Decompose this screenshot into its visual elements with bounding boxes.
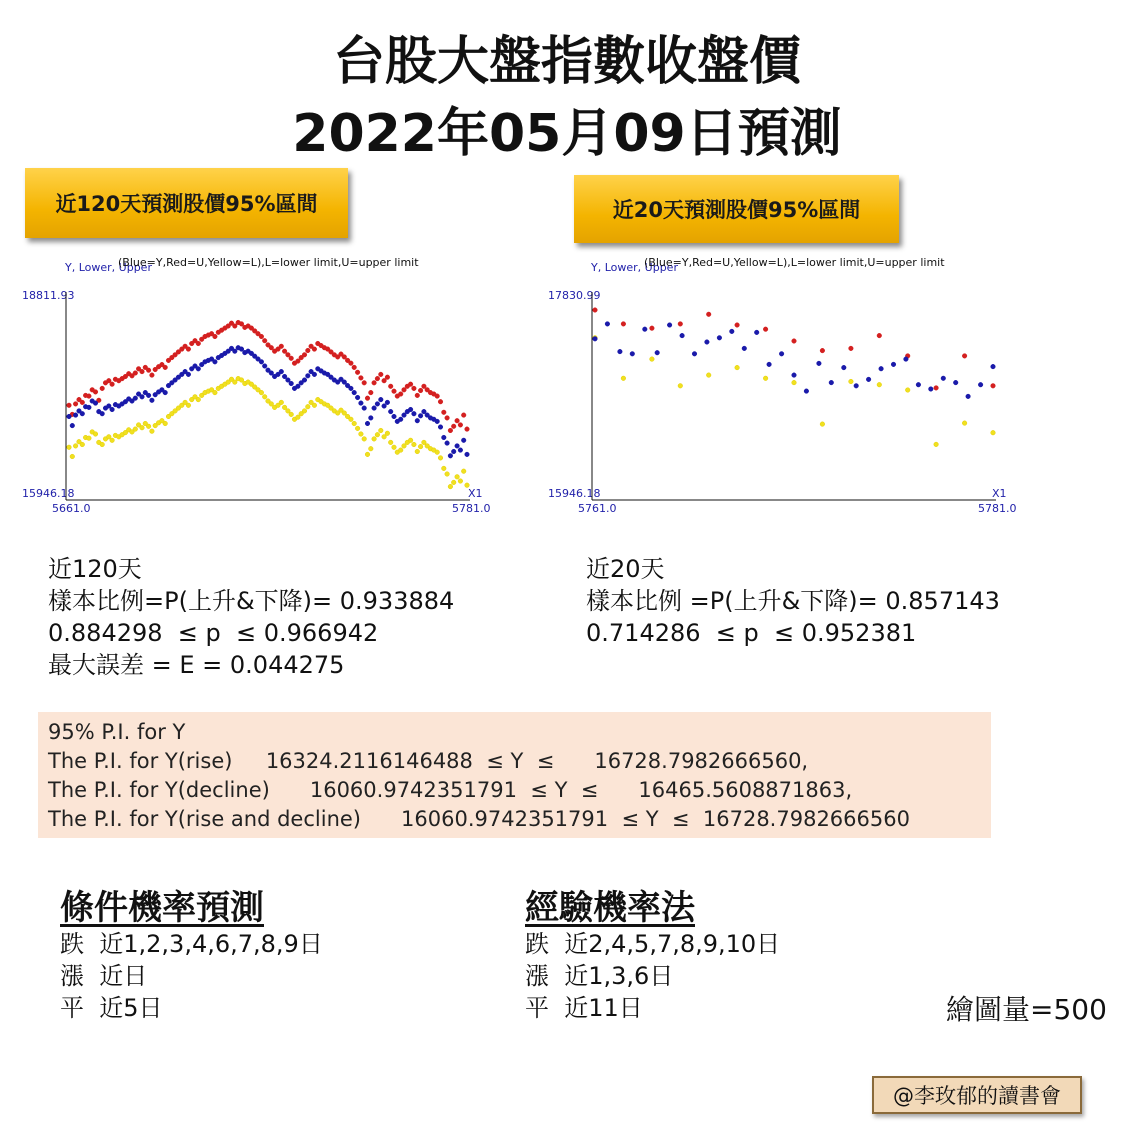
left-y-point bbox=[385, 400, 390, 405]
left-y-point bbox=[362, 406, 367, 411]
right-y-point bbox=[717, 336, 722, 341]
right-upper-point bbox=[763, 327, 768, 332]
empirical-flat: 平 近11日 bbox=[525, 994, 643, 1022]
left-y-point bbox=[146, 393, 151, 398]
left-lower-point bbox=[415, 449, 420, 454]
left-upper-point bbox=[93, 390, 98, 395]
empirical-heading: 經驗機率法 bbox=[525, 888, 695, 928]
conditional-heading: 條件機率預測 bbox=[60, 888, 264, 928]
right-y-point bbox=[904, 357, 909, 362]
left-xmin-label: 5661.0 bbox=[52, 502, 91, 515]
left-lower-point bbox=[355, 426, 360, 431]
left-y-point bbox=[302, 378, 307, 383]
right-y-point bbox=[618, 349, 623, 354]
right-legend-note: (Blue=Y,Red=U,Yellow=L),L=lower limit,U=upper limit bbox=[644, 256, 945, 269]
left-marks bbox=[67, 320, 470, 489]
left-y-point bbox=[359, 401, 364, 406]
left-upper-point bbox=[196, 341, 201, 346]
left-upper-point bbox=[73, 402, 78, 407]
left-y-point bbox=[398, 417, 403, 422]
right-lower-point bbox=[678, 384, 683, 389]
left-upper-point bbox=[448, 428, 453, 433]
left-upper-point bbox=[289, 356, 294, 361]
left-upper-point bbox=[67, 403, 72, 408]
right-y-point bbox=[767, 362, 772, 367]
left-lower-point bbox=[379, 428, 384, 433]
pi-decline: The P.I. for Y(decline) 16060.9742351791 ≤ Y ≤ 16465.5608871863, bbox=[48, 778, 853, 802]
left-lower-point bbox=[100, 442, 105, 447]
right-x-axis-label: X1 bbox=[992, 487, 1007, 500]
empirical-probability-section bbox=[525, 888, 780, 1024]
stats-left-max-error: 最大誤差 = E = 0.044275 bbox=[48, 651, 345, 679]
left-upper-point bbox=[365, 396, 370, 401]
left-lower-point bbox=[418, 444, 423, 449]
right-y-point bbox=[742, 346, 747, 351]
left-lower-point bbox=[150, 429, 155, 434]
left-upper-point bbox=[355, 370, 360, 375]
right-marks bbox=[593, 308, 996, 447]
stats-right-ratio: 樣本比例 =P(上升&下降)= 0.857143 bbox=[586, 587, 1000, 615]
pi-title: 95% P.I. for Y bbox=[48, 720, 186, 744]
left-lower-point bbox=[259, 390, 264, 395]
left-upper-point bbox=[392, 389, 397, 394]
left-lower-point bbox=[398, 448, 403, 453]
right-y-point bbox=[605, 322, 610, 327]
left-lower-point bbox=[196, 397, 201, 402]
left-lower-point bbox=[186, 403, 191, 408]
left-y-point bbox=[445, 441, 450, 446]
right-y-point bbox=[643, 327, 648, 332]
right-lower-point bbox=[650, 357, 655, 362]
left-upper-point bbox=[458, 423, 463, 428]
left-y-point bbox=[442, 435, 447, 440]
left-upper-point bbox=[349, 361, 354, 366]
left-y-point bbox=[365, 421, 370, 426]
page-title-line1: 台股大盤指數收盤價 bbox=[332, 32, 801, 92]
left-y-point bbox=[412, 411, 417, 416]
left-lower-point bbox=[372, 437, 377, 442]
left-y-point bbox=[186, 372, 191, 377]
right-y-point bbox=[680, 333, 685, 338]
right-y-point bbox=[953, 380, 958, 385]
left-upper-point bbox=[408, 382, 413, 387]
left-y-point bbox=[372, 406, 377, 411]
left-upper-point bbox=[451, 424, 456, 429]
left-lower-point bbox=[110, 438, 115, 443]
left-upper-point bbox=[146, 368, 151, 373]
left-lower-point bbox=[359, 432, 364, 437]
left-upper-point bbox=[369, 390, 374, 395]
right-y-point bbox=[891, 362, 896, 367]
left-upper-point bbox=[306, 348, 311, 353]
left-lower-point bbox=[392, 445, 397, 450]
chart-120-day bbox=[18, 252, 498, 522]
left-y-point bbox=[465, 452, 470, 457]
right-upper-point bbox=[792, 339, 797, 344]
right-xmax-label: 5781.0 bbox=[978, 502, 1017, 515]
left-y-point bbox=[140, 395, 145, 400]
left-y-point bbox=[133, 396, 138, 401]
left-lower-point bbox=[349, 417, 354, 422]
right-y-point bbox=[842, 365, 847, 370]
stats-left-ratio: 樣本比例=P(上升&下降)= 0.933884 bbox=[48, 587, 455, 615]
right-panel-tag: 近20天預測股價95%區間 bbox=[574, 175, 899, 243]
right-y-point bbox=[929, 387, 934, 392]
stats-right-label: 近20天 bbox=[586, 555, 665, 583]
right-y-point bbox=[854, 384, 859, 389]
right-lower-point bbox=[706, 373, 711, 378]
right-ymax-label: 17830.99 bbox=[548, 289, 601, 302]
left-lower-point bbox=[312, 403, 317, 408]
left-y-point bbox=[418, 414, 423, 419]
left-upper-point bbox=[150, 373, 155, 378]
left-y-point bbox=[213, 360, 218, 365]
right-upper-point bbox=[735, 323, 740, 328]
right-y-point bbox=[978, 382, 983, 387]
left-lower-point bbox=[213, 390, 218, 395]
right-y-point bbox=[829, 380, 834, 385]
left-upper-point bbox=[233, 324, 238, 329]
right-lower-point bbox=[962, 421, 967, 426]
right-upper-point bbox=[706, 312, 711, 317]
left-upper-point bbox=[312, 347, 317, 352]
right-lower-point bbox=[621, 376, 626, 381]
left-y-point bbox=[458, 448, 463, 453]
left-y-point bbox=[93, 401, 98, 406]
right-y-point bbox=[593, 337, 598, 342]
left-lower-point bbox=[365, 452, 370, 457]
left-upper-point bbox=[282, 349, 287, 354]
left-y-point bbox=[262, 364, 267, 369]
left-y-point bbox=[388, 409, 393, 414]
conditional-flat: 平 近5日 bbox=[60, 994, 163, 1022]
left-y-point bbox=[73, 413, 78, 418]
left-y-point bbox=[312, 372, 317, 377]
conditional-probability-section bbox=[60, 888, 323, 1024]
left-y-point bbox=[70, 423, 75, 428]
left-upper-point bbox=[418, 388, 423, 393]
right-y-point bbox=[879, 366, 884, 371]
left-y-point bbox=[379, 397, 384, 402]
left-y-point bbox=[435, 419, 440, 424]
left-upper-point bbox=[415, 393, 420, 398]
left-upper-point bbox=[412, 386, 417, 391]
left-upper-point bbox=[388, 384, 393, 389]
left-lower-point bbox=[306, 404, 311, 409]
left-yaxis-title: Y, Lower, Upper bbox=[65, 261, 152, 274]
left-lower-point bbox=[442, 466, 447, 471]
right-xmin-label: 5761.0 bbox=[578, 502, 617, 515]
left-ymin-label: 15946.18 bbox=[22, 487, 75, 500]
right-y-point bbox=[705, 340, 710, 345]
left-upper-point bbox=[352, 365, 357, 370]
left-upper-point bbox=[259, 334, 264, 339]
right-lower-point bbox=[991, 430, 996, 435]
left-lower-point bbox=[70, 454, 75, 459]
left-y-point bbox=[369, 416, 374, 421]
left-upper-point bbox=[359, 376, 364, 381]
left-lower-point bbox=[80, 442, 85, 447]
left-upper-point bbox=[372, 381, 377, 386]
credit-badge: @李玫郁的讀書會 bbox=[872, 1076, 1082, 1114]
left-lower-point bbox=[408, 438, 413, 443]
left-lower-point bbox=[140, 425, 145, 430]
stats-20-day bbox=[586, 553, 1000, 649]
chart-20-day bbox=[544, 252, 1024, 522]
left-lower-point bbox=[465, 483, 470, 488]
right-y-point bbox=[966, 394, 971, 399]
right-upper-point bbox=[820, 348, 825, 353]
left-upper-point bbox=[445, 416, 450, 421]
right-y-point bbox=[804, 389, 809, 394]
left-upper-point bbox=[213, 334, 218, 339]
left-xmax-label: 5781.0 bbox=[452, 502, 491, 515]
stats-120-day bbox=[48, 553, 454, 681]
left-y-point bbox=[67, 414, 72, 419]
right-upper-point bbox=[593, 308, 598, 313]
right-upper-point bbox=[934, 386, 939, 391]
right-y-point bbox=[754, 330, 759, 335]
left-lower-point bbox=[388, 440, 393, 445]
left-ymax-label: 18811.93 bbox=[22, 289, 75, 302]
left-y-point bbox=[408, 407, 413, 412]
left-y-point bbox=[259, 360, 264, 365]
left-y-point bbox=[80, 411, 85, 416]
empirical-rise: 漲 近1,3,6日 bbox=[525, 962, 674, 990]
left-y-point bbox=[150, 398, 155, 403]
left-lower-point bbox=[67, 445, 72, 450]
left-lower-point bbox=[233, 380, 238, 385]
right-lower-point bbox=[735, 365, 740, 370]
left-upper-point bbox=[302, 353, 307, 358]
left-lower-point bbox=[352, 421, 357, 426]
left-y-point bbox=[375, 402, 380, 407]
right-upper-point bbox=[621, 322, 626, 327]
left-lower-point bbox=[289, 412, 294, 417]
left-lower-point bbox=[146, 424, 151, 429]
conditional-rise: 漲 近日 bbox=[60, 962, 148, 990]
left-y-point bbox=[349, 386, 354, 391]
stats-left-label: 近120天 bbox=[48, 555, 142, 583]
left-upper-point bbox=[465, 427, 470, 432]
left-lower-point bbox=[375, 432, 380, 437]
left-y-point bbox=[382, 404, 387, 409]
pi-rise: The P.I. for Y(rise) 16324.2116146488 ≤ Y ≤ 16728.7982666560, bbox=[48, 749, 809, 773]
left-y-point bbox=[448, 454, 453, 459]
left-lower-point bbox=[87, 436, 92, 441]
stats-right-interval: 0.714286 ≤ p ≤ 0.952381 bbox=[586, 619, 917, 647]
left-x-axis-label: X1 bbox=[468, 487, 483, 500]
right-y-point bbox=[667, 323, 672, 328]
left-lower-point bbox=[262, 395, 267, 400]
left-y-point bbox=[461, 438, 466, 443]
left-lower-point bbox=[451, 480, 456, 485]
left-lower-point bbox=[438, 456, 443, 461]
left-lower-point bbox=[455, 475, 460, 480]
left-lower-point bbox=[163, 421, 168, 426]
left-upper-point bbox=[110, 382, 115, 387]
right-y-point bbox=[779, 352, 784, 357]
left-lower-point bbox=[302, 409, 307, 414]
right-upper-point bbox=[962, 354, 967, 359]
left-upper-point bbox=[438, 399, 443, 404]
left-upper-point bbox=[398, 392, 403, 397]
left-upper-point bbox=[379, 372, 384, 377]
left-y-point bbox=[163, 390, 168, 395]
left-upper-point bbox=[80, 400, 85, 405]
left-upper-point bbox=[455, 418, 460, 423]
right-yaxis-title: Y, Lower, Upper bbox=[591, 261, 678, 274]
right-lower-point bbox=[849, 379, 854, 384]
right-y-point bbox=[692, 352, 697, 357]
right-y-point bbox=[630, 352, 635, 357]
right-ymin-label: 15946.18 bbox=[548, 487, 601, 500]
right-y-point bbox=[792, 373, 797, 378]
left-y-point bbox=[392, 414, 397, 419]
left-upper-point bbox=[385, 375, 390, 380]
right-y-point bbox=[916, 382, 921, 387]
right-upper-point bbox=[849, 346, 854, 351]
left-panel-tag: 近120天預測股價95%區間 bbox=[25, 168, 348, 238]
prediction-interval-box bbox=[38, 712, 991, 838]
right-upper-point bbox=[877, 333, 882, 338]
right-y-point bbox=[730, 329, 735, 334]
left-y-point bbox=[455, 444, 460, 449]
left-lower-point bbox=[461, 469, 466, 474]
left-upper-point bbox=[140, 369, 145, 374]
left-y-point bbox=[196, 367, 201, 372]
stats-left-interval: 0.884298 ≤ p ≤ 0.966942 bbox=[48, 619, 379, 647]
right-lower-point bbox=[792, 380, 797, 385]
right-y-point bbox=[991, 364, 996, 369]
left-lower-point bbox=[73, 444, 78, 449]
left-y-point bbox=[233, 349, 238, 354]
right-y-point bbox=[817, 361, 822, 366]
left-y-point bbox=[352, 390, 357, 395]
left-y-point bbox=[355, 395, 360, 400]
right-y-point bbox=[655, 350, 660, 355]
right-lower-point bbox=[905, 388, 910, 393]
left-y-point bbox=[279, 369, 284, 374]
left-lower-point bbox=[369, 446, 374, 451]
left-lower-point bbox=[362, 437, 367, 442]
left-lower-point bbox=[133, 427, 138, 432]
left-y-point bbox=[87, 405, 92, 410]
left-upper-point bbox=[133, 371, 138, 376]
left-upper-point bbox=[461, 413, 466, 418]
left-lower-point bbox=[445, 472, 450, 477]
left-y-point bbox=[289, 381, 294, 386]
left-lower-point bbox=[412, 442, 417, 447]
left-y-point bbox=[438, 425, 443, 430]
pi-rise-decline: The P.I. for Y(rise and decline) 16060.9742351791 ≤ Y ≤ 16728.7982666560 bbox=[48, 807, 910, 831]
left-legend-note: (Blue=Y,Red=U,Yellow=L),L=lower limit,U=upper limit bbox=[118, 256, 419, 269]
left-lower-point bbox=[435, 450, 440, 455]
left-y-point bbox=[100, 411, 105, 416]
right-lower-point bbox=[820, 422, 825, 427]
page-title-line2: 2022年05月09日預測 bbox=[292, 104, 842, 164]
left-upper-point bbox=[375, 376, 380, 381]
right-upper-point bbox=[991, 384, 996, 389]
left-upper-point bbox=[362, 381, 367, 386]
left-y-point bbox=[306, 374, 311, 379]
left-upper-point bbox=[262, 338, 267, 343]
left-upper-point bbox=[435, 394, 440, 399]
left-upper-point bbox=[442, 410, 447, 415]
left-lower-point bbox=[458, 479, 463, 484]
left-upper-point bbox=[186, 347, 191, 352]
right-lower-point bbox=[934, 442, 939, 447]
left-lower-point bbox=[93, 432, 98, 437]
left-upper-point bbox=[279, 344, 284, 349]
left-lower-point bbox=[448, 484, 453, 489]
right-lower-point bbox=[877, 382, 882, 387]
right-upper-point bbox=[650, 326, 655, 331]
left-y-point bbox=[110, 407, 115, 412]
conditional-fall: 跌 近1,2,3,4,6,7,8,9日 bbox=[60, 930, 323, 958]
left-upper-point bbox=[163, 365, 168, 370]
right-upper-point bbox=[678, 322, 683, 327]
left-lower-point bbox=[385, 431, 390, 436]
left-y-point bbox=[415, 418, 420, 423]
left-upper-point bbox=[87, 394, 92, 399]
left-y-point bbox=[451, 449, 456, 454]
right-lower-point bbox=[763, 376, 768, 381]
left-lower-point bbox=[279, 400, 284, 405]
right-y-point bbox=[866, 377, 871, 382]
empirical-fall: 跌 近2,4,5,7,8,9,10日 bbox=[525, 930, 781, 958]
left-upper-point bbox=[100, 386, 105, 391]
drawn-count: 繪圖量=500 bbox=[946, 993, 1107, 1026]
right-y-point bbox=[941, 376, 946, 381]
